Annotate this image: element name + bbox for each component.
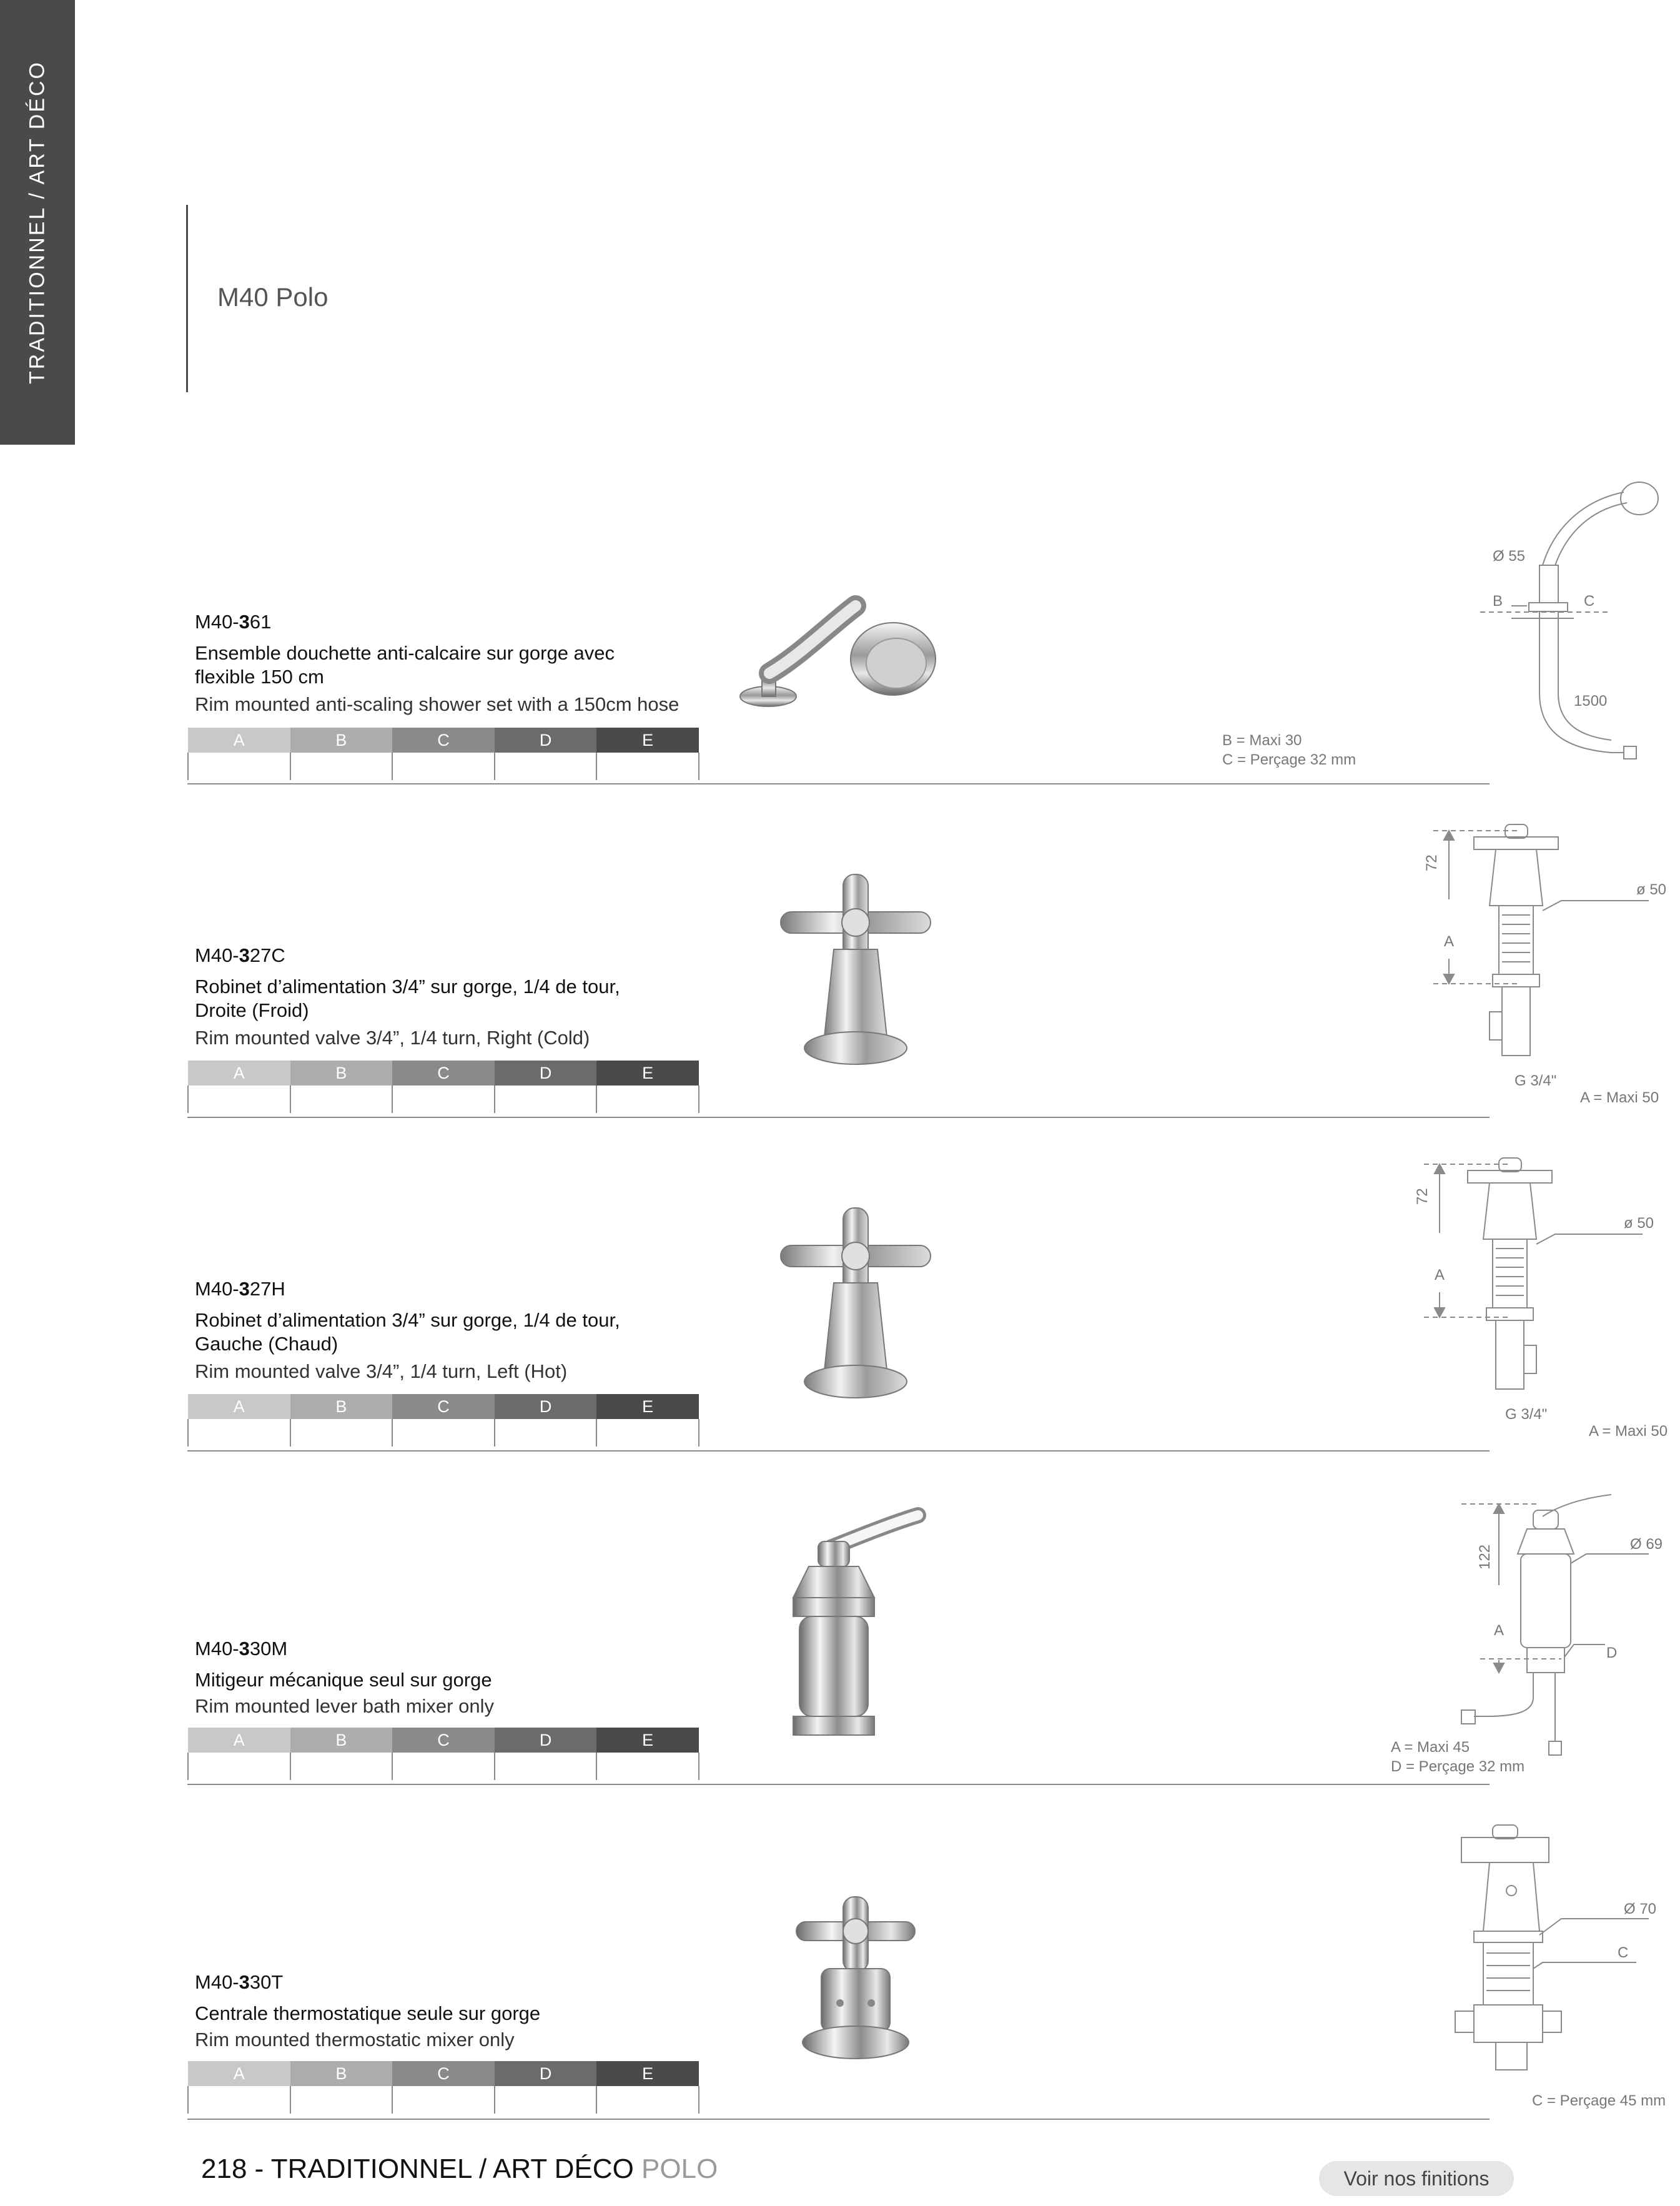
footer-section: - TRADITIONNEL / ART DÉCO: [247, 2154, 642, 2184]
product-desc-en: Rim mounted anti-scaling shower set with a 150cm hose: [195, 693, 679, 715]
finish-col-e: E: [596, 1728, 699, 1753]
dim-label: A: [1444, 933, 1455, 950]
page-title: M40 Polo: [217, 282, 329, 312]
drawing-note: B = Maxi 30 C = Perçage 32 mm: [1222, 732, 1356, 768]
dim-label: ø 50: [1624, 1215, 1654, 1232]
product-block: [187, 812, 1667, 1124]
finish-col-e: E: [596, 1061, 699, 1086]
technical-drawing: [1187, 824, 1680, 1099]
product-desc-fr: Ensemble douchette anti-calcaire sur gorge avec flexible 150 cm: [195, 642, 615, 688]
finish-col-a: A: [188, 1728, 290, 1753]
product-block: [187, 1145, 1668, 1458]
finish-table: [187, 2061, 699, 2114]
product-desc-fr: Robinet d’alimentation 3/4” sur gorge, 1/4 de tour, Gauche (Chaud): [195, 1309, 620, 1355]
finish-cell: [290, 1086, 393, 1113]
finish-cell: [290, 1419, 393, 1447]
dim-label: A: [1435, 1267, 1445, 1284]
finish-table: [187, 728, 699, 780]
finish-cell: [392, 2086, 495, 2114]
finish-col-b: B: [290, 1394, 393, 1419]
finish-cell: [495, 1419, 597, 1447]
dim-label: 72: [1414, 1188, 1431, 1205]
finish-cell: [495, 1753, 597, 1780]
technical-drawing: [1187, 1491, 1680, 1779]
dim-label: G 3/4": [1514, 1072, 1557, 1089]
product-code: M40-327C: [195, 944, 285, 966]
product-separator: [187, 1784, 1490, 1785]
product-photo: [706, 1183, 1162, 1433]
finish-col-d: D: [495, 1728, 597, 1753]
finish-col-b: B: [290, 1728, 393, 1753]
finish-col-c: C: [392, 1061, 495, 1086]
technical-drawing: [1187, 1825, 1680, 2100]
finish-table: [187, 1061, 699, 1113]
dim-label: G 3/4": [1505, 1406, 1548, 1423]
finish-col-d: D: [495, 728, 597, 753]
finish-cell: [290, 753, 393, 780]
title-rule: [186, 205, 188, 392]
side-tab: [0, 0, 75, 445]
technical-drawing: [1187, 1158, 1680, 1433]
product-block: [187, 1813, 1666, 2125]
finish-cell: [188, 753, 290, 780]
footer-accent: POLO: [641, 2154, 718, 2184]
product-desc-en: Rim mounted thermostatic mixer only: [195, 2029, 515, 2050]
product-photo: [706, 1887, 1162, 2087]
finish-cell: [392, 1086, 495, 1113]
product-separator: [187, 783, 1490, 784]
view-finishes-button[interactable]: Voir nos finitions: [1319, 2161, 1514, 2196]
finish-cell: [596, 1753, 699, 1780]
finish-table: [187, 1728, 699, 1780]
page-footer: [201, 2154, 718, 2185]
finish-cell: [188, 1753, 290, 1780]
finish-cell: [596, 1086, 699, 1113]
finish-table: [187, 1394, 699, 1447]
product-photo: [706, 525, 1162, 762]
dim-label: C: [1618, 1944, 1629, 1961]
dim-label: 122: [1476, 1544, 1493, 1570]
product-block: [187, 487, 1608, 787]
finish-col-c: C: [392, 2061, 495, 2086]
finish-cell: [392, 753, 495, 780]
finish-cell: [495, 1086, 597, 1113]
finish-cell: [188, 1419, 290, 1447]
dim-label: Ø 69: [1630, 1536, 1663, 1553]
product-photo: [706, 849, 1162, 1099]
product-block: [187, 1479, 1663, 1791]
drawing-note: A = Maxi 50: [1589, 1423, 1668, 1440]
product-desc-fr: Robinet d’alimentation 3/4” sur gorge, 1/4 de tour, Droite (Froid): [195, 976, 620, 1021]
product-desc-fr: Centrale thermostatique seule sur gorge: [195, 2002, 541, 2024]
finish-col-c: C: [392, 1394, 495, 1419]
finish-cell: [290, 2086, 393, 2114]
finish-cell: [596, 2086, 699, 2114]
page-number: 218: [201, 2154, 247, 2184]
product-separator: [187, 2119, 1490, 2120]
product-code: M40-327H: [195, 1278, 285, 1300]
finish-cell: [596, 753, 699, 780]
finish-col-b: B: [290, 2061, 393, 2086]
drawing-note: A = Maxi 50: [1580, 1089, 1659, 1106]
product-separator: [187, 1117, 1490, 1118]
finish-cell: [188, 1086, 290, 1113]
finish-cell: [392, 1753, 495, 1780]
dim-label: D: [1606, 1645, 1618, 1661]
drawing-note: C = Perçage 45 mm: [1532, 2092, 1666, 2109]
finish-cell: [188, 2086, 290, 2114]
product-desc-en: Rim mounted lever bath mixer only: [195, 1695, 494, 1717]
finish-cell: [495, 2086, 597, 2114]
product-code: M40-330T: [195, 1971, 284, 1993]
side-tab-label: TRADITIONNEL / ART DÉCO: [25, 60, 49, 385]
dim-label: A: [1494, 1622, 1505, 1639]
dim-label: B: [1493, 593, 1503, 610]
finish-cell: [290, 1753, 393, 1780]
product-separator: [187, 1450, 1490, 1452]
finish-col-e: E: [596, 728, 699, 753]
finish-col-a: A: [188, 2061, 290, 2086]
dim-label: 72: [1423, 854, 1440, 871]
product-desc-en: Rim mounted valve 3/4”, 1/4 turn, Right (Cold): [195, 1027, 590, 1049]
product-desc-en: Rim mounted valve 3/4”, 1/4 turn, Left (Hot): [195, 1360, 568, 1382]
finish-col-e: E: [596, 1394, 699, 1419]
finish-col-c: C: [392, 728, 495, 753]
dim-label: ø 50: [1636, 881, 1667, 898]
product-desc-fr: Mitigeur mécanique seul sur gorge: [195, 1669, 492, 1691]
finish-col-d: D: [495, 1394, 597, 1419]
finish-cell: [495, 753, 597, 780]
finish-cell: [392, 1419, 495, 1447]
finish-col-a: A: [188, 1061, 290, 1086]
finish-col-b: B: [290, 728, 393, 753]
finish-col-e: E: [596, 2061, 699, 2086]
dim-label: Ø 55: [1493, 548, 1526, 565]
finish-cell: [596, 1419, 699, 1447]
dim-label: 1500: [1574, 693, 1608, 710]
finish-col-d: D: [495, 2061, 597, 2086]
product-photo: [706, 1498, 1162, 1773]
finish-col-a: A: [188, 728, 290, 753]
drawing-note: A = Maxi 45 D = Perçage 32 mm: [1391, 1739, 1525, 1775]
finish-col-b: B: [290, 1061, 393, 1086]
finish-col-c: C: [392, 1728, 495, 1753]
dim-label: C: [1584, 593, 1595, 610]
dim-label: Ø 70: [1624, 1901, 1657, 1917]
product-code: M40-330M: [195, 1638, 288, 1659]
product-code: M40-361: [195, 611, 272, 633]
finish-col-a: A: [188, 1394, 290, 1419]
finish-col-d: D: [495, 1061, 597, 1086]
